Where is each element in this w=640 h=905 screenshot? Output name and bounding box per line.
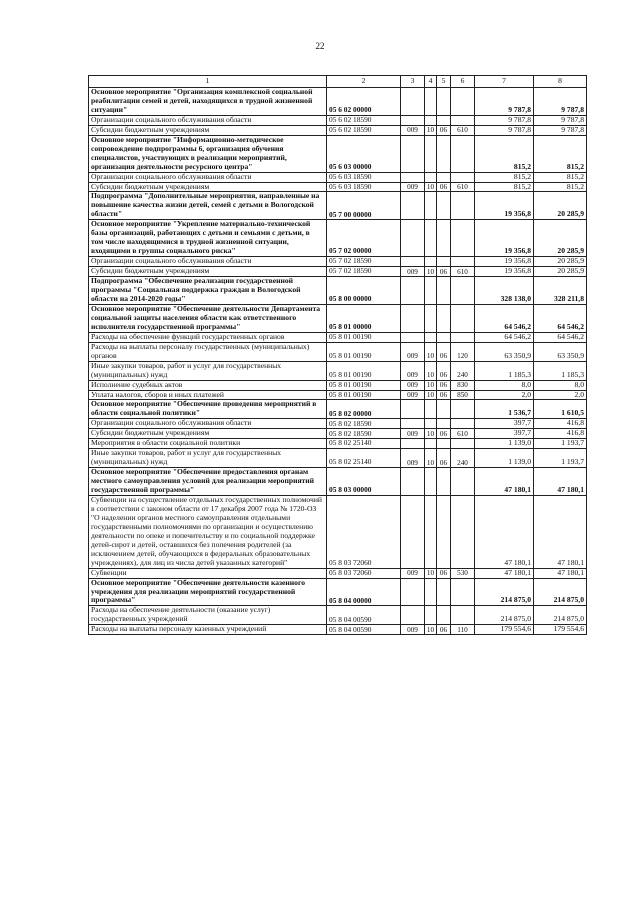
table-row [89,115,587,125]
row-name-cell: Исполнение судебных актов [89,380,327,390]
row-code-cell: 05 8 03 72060 [327,495,401,568]
row-ministry-cell [401,304,425,332]
row-code-cell: 05 8 01 00190 [327,390,401,400]
row-expense-type-cell [451,135,475,172]
row-expense-type-cell: 110 [451,625,475,635]
row-section-cell: 10 [425,380,437,390]
row-expense-type-cell: 850 [451,390,475,400]
page-number: 22 [315,41,325,51]
table-row [89,220,587,257]
row-subsection-cell: 06 [437,429,451,439]
row-value-col8: 47 180,1 [534,568,587,578]
table-row [89,495,587,568]
row-code-cell: 05 8 01 00190 [327,342,401,361]
table-row [89,304,587,332]
row-section-cell [425,220,437,257]
row-expense-type-cell [451,88,475,116]
row-expense-type-cell [451,277,475,305]
table-row [89,419,587,429]
row-expense-type-cell [451,332,475,342]
table-row [89,449,587,468]
row-section-cell [425,135,437,172]
row-code-cell: 05 8 01 00000 [327,304,401,332]
row-name-cell: Расходы на обеспечение деятельности (оказание услуг) государственных учреждений [89,606,327,625]
row-ministry-cell [401,277,425,305]
row-value-col7: 1 536,7 [475,400,534,419]
table-row [89,568,587,578]
row-value-col8: 9 787,8 [534,125,587,135]
row-section-cell: 10 [425,625,437,635]
row-ministry-cell: 009 [401,380,425,390]
column-header: 1 [89,76,327,88]
table-row [89,361,587,380]
column-header: 8 [534,76,587,88]
row-value-col8: 9 787,8 [534,115,587,125]
row-value-col8: 1 610,5 [534,400,587,419]
row-value-col7: 1 185,3 [475,361,534,380]
row-section-cell [425,115,437,125]
row-name-cell: Иные закупки товаров, работ и услуг для государственных (муниципальных) нужд [89,449,327,468]
row-name-cell: Субсидии бюджетным учреждениям [89,182,327,192]
table-row [89,390,587,400]
row-value-col8: 214 875,0 [534,578,587,606]
table-row [89,400,587,419]
row-section-cell [425,419,437,429]
row-code-cell: 05 8 04 00000 [327,578,401,606]
row-value-col8: 2,0 [534,390,587,400]
row-ministry-cell [401,192,425,220]
column-header: 3 [401,76,425,88]
column-header: 4 [425,76,437,88]
table-row [89,429,587,439]
row-subsection-cell [437,88,451,116]
row-value-col8: 20 285,9 [534,192,587,220]
row-value-col7: 9 787,8 [475,88,534,116]
table-row [89,88,587,116]
row-subsection-cell: 06 [437,568,451,578]
row-section-cell [425,172,437,182]
row-code-cell: 05 8 04 00590 [327,625,401,635]
row-value-col7: 815,2 [475,182,534,192]
table-row [89,625,587,635]
row-name-cell: Уплата налогов, сборов и иных платежей [89,390,327,400]
row-value-col7: 47 180,1 [475,568,534,578]
row-value-col8: 20 285,9 [534,257,587,267]
row-code-cell: 05 7 02 18590 [327,267,401,277]
table-row [89,380,587,390]
row-subsection-cell: 06 [437,625,451,635]
table-row [89,277,587,305]
row-name-cell: Подпрограмма "Дополнительные мероприятия, направленные на повышение качества жизни детей, семей с детьми в Вологодской области" [89,192,327,220]
row-subsection-cell: 06 [437,380,451,390]
row-value-col7: 19 356,8 [475,220,534,257]
row-subsection-cell [437,606,451,625]
row-code-cell: 05 8 01 00190 [327,380,401,390]
budget-table [88,75,587,635]
column-header: 5 [437,76,451,88]
row-value-col7: 2,0 [475,390,534,400]
row-section-cell: 10 [425,342,437,361]
row-value-col7: 47 180,1 [475,468,534,496]
row-ministry-cell [401,115,425,125]
row-subsection-cell [437,257,451,267]
row-subsection-cell [437,400,451,419]
row-ministry-cell [401,257,425,267]
row-section-cell [425,578,437,606]
row-value-col8: 815,2 [534,182,587,192]
row-section-cell [425,606,437,625]
row-section-cell: 10 [425,429,437,439]
row-name-cell: Организации социального обслуживания области [89,172,327,182]
row-expense-type-cell: 610 [451,267,475,277]
row-code-cell: 05 8 02 18590 [327,429,401,439]
row-ministry-cell: 009 [401,429,425,439]
row-value-col8: 416,8 [534,429,587,439]
row-subsection-cell: 06 [437,390,451,400]
row-value-col7: 8,0 [475,380,534,390]
row-expense-type-cell [451,257,475,267]
row-subsection-cell [437,439,451,449]
row-section-cell: 10 [425,125,437,135]
row-name-cell: Основное мероприятие "Информационно-методическое сопровождение подпрограммы 6, организация обучения специалистов, участвующих в реализации мероприятий, организация деятельности ресурсного центра" [89,135,327,172]
column-header: 6 [451,76,475,88]
row-subsection-cell [437,495,451,568]
row-code-cell: 05 7 02 00000 [327,220,401,257]
row-code-cell: 05 8 04 00590 [327,606,401,625]
row-expense-type-cell [451,419,475,429]
row-subsection-cell: 06 [437,449,451,468]
row-value-col7: 64 546,2 [475,332,534,342]
row-expense-type-cell: 610 [451,429,475,439]
row-ministry-cell [401,400,425,419]
row-expense-type-cell [451,172,475,182]
row-subsection-cell [437,277,451,305]
row-ministry-cell: 009 [401,125,425,135]
row-expense-type-cell [451,192,475,220]
row-ministry-cell: 009 [401,449,425,468]
row-expense-type-cell [451,400,475,419]
row-expense-type-cell [451,495,475,568]
row-value-col7: 64 546,2 [475,304,534,332]
row-subsection-cell: 06 [437,361,451,380]
row-value-col8: 8,0 [534,380,587,390]
row-name-cell: Основное мероприятие "Укрепление материально-технической базы организаций, работающих с детьми и семьями с детьми, в том числе находящимися в трудной жизненной ситуации, входящими в группы социального риска" [89,220,327,257]
table-row [89,332,587,342]
row-name-cell: Субвенции на осуществление отдельных государственных полномочий в соответствии с законом области от 17 декабря 2007 года № 1720-ОЗ "О наделении органов местного самоуправления отдельными государственными полномочиями по организации и осуществлению деятельности по опеке и попечительству и по социальной поддержке детей-сирот и детей, оставшихся без попечения родителей (за исключением детей, обучающихся в федеральных образовательных учреждениях), для лиц из числа детей указанных категорий" [89,495,327,568]
table-header-row [89,76,587,88]
row-value-col7: 1 139,0 [475,439,534,449]
row-subsection-cell [437,115,451,125]
row-value-col7: 397,7 [475,429,534,439]
table-row [89,468,587,496]
table-row [89,439,587,449]
row-name-cell: Основное мероприятие "Обеспечение проведения мероприятий в области социальной политики" [89,400,327,419]
row-section-cell [425,257,437,267]
row-section-cell: 10 [425,361,437,380]
row-value-col7: 19 356,8 [475,267,534,277]
table-row [89,182,587,192]
row-code-cell: 05 8 02 25140 [327,449,401,468]
row-value-col8: 63 350,9 [534,342,587,361]
row-name-cell: Организации социального обслуживания области [89,257,327,267]
row-subsection-cell [437,419,451,429]
row-value-col8: 328 211,8 [534,277,587,305]
row-code-cell: 05 8 02 25140 [327,439,401,449]
row-name-cell: Основное мероприятие "Обеспечение предоставления органам местного самоуправления условий для реализации мероприятий государственной программы" [89,468,327,496]
row-name-cell: Организации социального обслуживания области [89,115,327,125]
row-section-cell: 10 [425,182,437,192]
row-section-cell: 10 [425,449,437,468]
row-subsection-cell [437,135,451,172]
row-subsection-cell [437,304,451,332]
row-section-cell [425,332,437,342]
row-subsection-cell: 06 [437,125,451,135]
row-code-cell: 05 6 03 18590 [327,172,401,182]
row-subsection-cell: 06 [437,267,451,277]
row-name-cell: Расходы на выплаты персоналу государственных (муниципальных) органов [89,342,327,361]
row-ministry-cell [401,578,425,606]
row-ministry-cell [401,419,425,429]
row-value-col7: 47 180,1 [475,495,534,568]
row-ministry-cell: 009 [401,267,425,277]
row-name-cell: Основное мероприятие "Обеспечение деятельности казенного учреждения для реализации мероприятий государственной программы" [89,578,327,606]
row-subsection-cell [437,332,451,342]
row-expense-type-cell [451,220,475,257]
row-expense-type-cell: 610 [451,182,475,192]
row-name-cell: Расходы на выплаты персоналу казенных учреждений [89,625,327,635]
row-value-col7: 179 554,6 [475,625,534,635]
row-section-cell [425,495,437,568]
row-value-col7: 9 787,8 [475,125,534,135]
row-expense-type-cell [451,578,475,606]
row-ministry-cell: 009 [401,182,425,192]
row-name-cell: Основное мероприятие "Организация комплексной социальной реабилитации семей и детей, находящихся в трудной жизненной ситуации" [89,88,327,116]
row-ministry-cell [401,495,425,568]
row-value-col8: 1 185,3 [534,361,587,380]
row-subsection-cell: 06 [437,182,451,192]
row-code-cell: 05 8 00 00000 [327,277,401,305]
row-code-cell: 05 6 03 18590 [327,182,401,192]
row-value-col8: 20 285,9 [534,220,587,257]
row-ministry-cell [401,135,425,172]
table-row [89,578,587,606]
row-ministry-cell: 009 [401,625,425,635]
row-ministry-cell [401,88,425,116]
row-value-col8: 47 180,1 [534,495,587,568]
row-name-cell: Иные закупки товаров, работ и услуг для государственных (муниципальных) нужд [89,361,327,380]
row-section-cell [425,439,437,449]
row-value-col7: 397,7 [475,419,534,429]
row-expense-type-cell [451,115,475,125]
row-ministry-cell [401,439,425,449]
row-code-cell: 05 7 02 18590 [327,257,401,267]
row-ministry-cell [401,220,425,257]
row-subsection-cell [437,468,451,496]
row-value-col8: 815,2 [534,135,587,172]
table-row [89,125,587,135]
row-name-cell: Подпрограмма "Обеспечение реализации государственной программы "Социальная поддержка граждан в Вологодской области на 2014-2020 годы" [89,277,327,305]
row-code-cell: 05 6 02 00000 [327,88,401,116]
row-code-cell: 05 8 02 18590 [327,419,401,429]
row-section-cell [425,192,437,220]
row-value-col7: 214 875,0 [475,606,534,625]
row-value-col8: 64 546,2 [534,304,587,332]
table-row [89,257,587,267]
column-header: 2 [327,76,401,88]
row-value-col8: 815,2 [534,172,587,182]
row-expense-type-cell [451,304,475,332]
row-value-col7: 815,2 [475,135,534,172]
row-value-col8: 64 546,2 [534,332,587,342]
row-value-col7: 815,2 [475,172,534,182]
row-ministry-cell: 009 [401,342,425,361]
row-code-cell: 05 6 02 18590 [327,125,401,135]
table-row [89,192,587,220]
row-value-col7: 19 356,8 [475,192,534,220]
table-row [89,267,587,277]
row-name-cell: Субсидии бюджетным учреждениям [89,267,327,277]
row-ministry-cell: 009 [401,390,425,400]
row-section-cell: 10 [425,568,437,578]
row-expense-type-cell: 240 [451,449,475,468]
row-name-cell: Субвенции [89,568,327,578]
row-ministry-cell: 009 [401,568,425,578]
row-value-col8: 47 180,1 [534,468,587,496]
row-ministry-cell [401,606,425,625]
row-section-cell [425,468,437,496]
row-expense-type-cell [451,468,475,496]
row-value-col7: 214 875,0 [475,578,534,606]
row-section-cell [425,304,437,332]
row-code-cell: 05 8 02 00000 [327,400,401,419]
row-code-cell: 05 8 01 00190 [327,361,401,380]
row-value-col7: 328 138,0 [475,277,534,305]
row-expense-type-cell [451,439,475,449]
row-value-col8: 1 193,7 [534,439,587,449]
row-section-cell [425,277,437,305]
row-value-col8: 179 554,6 [534,625,587,635]
row-value-col7: 1 139,0 [475,449,534,468]
row-section-cell [425,400,437,419]
row-name-cell: Субсидии бюджетным учреждениям [89,429,327,439]
row-expense-type-cell: 120 [451,342,475,361]
row-name-cell: Организации социального обслуживания области [89,419,327,429]
row-subsection-cell [437,172,451,182]
row-code-cell: 05 8 01 00190 [327,332,401,342]
row-name-cell: Мероприятия в области социальной политики [89,439,327,449]
row-value-col8: 9 787,8 [534,88,587,116]
row-value-col8: 416,8 [534,419,587,429]
row-section-cell: 10 [425,390,437,400]
row-value-col7: 9 787,8 [475,115,534,125]
row-expense-type-cell: 530 [451,568,475,578]
row-ministry-cell [401,172,425,182]
row-subsection-cell [437,578,451,606]
row-name-cell: Основное мероприятие "Обеспечение деятельности Департамента социальной защиты населения области как ответственного исполнителя государственной программы" [89,304,327,332]
row-code-cell: 05 7 00 00000 [327,192,401,220]
table-row [89,606,587,625]
table-row [89,135,587,172]
row-ministry-cell: 009 [401,361,425,380]
row-value-col7: 19 356,8 [475,257,534,267]
row-expense-type-cell: 240 [451,361,475,380]
column-header: 7 [475,76,534,88]
row-value-col7: 63 350,9 [475,342,534,361]
row-subsection-cell [437,192,451,220]
row-expense-type-cell [451,606,475,625]
row-section-cell: 10 [425,267,437,277]
row-code-cell: 05 8 03 72060 [327,568,401,578]
row-value-col8: 214 875,0 [534,606,587,625]
table-row [89,342,587,361]
row-ministry-cell [401,332,425,342]
row-value-col8: 20 285,9 [534,267,587,277]
row-code-cell: 05 6 02 18590 [327,115,401,125]
row-expense-type-cell: 610 [451,125,475,135]
row-expense-type-cell: 830 [451,380,475,390]
row-name-cell: Расходы на обеспечение функций государственных органов [89,332,327,342]
row-code-cell: 05 6 03 00000 [327,135,401,172]
row-subsection-cell [437,220,451,257]
table-row [89,172,587,182]
row-name-cell: Субсидии бюджетным учреждениям [89,125,327,135]
row-ministry-cell [401,468,425,496]
row-value-col8: 1 193,7 [534,449,587,468]
row-code-cell: 05 8 03 00000 [327,468,401,496]
row-subsection-cell: 06 [437,342,451,361]
row-section-cell [425,88,437,116]
